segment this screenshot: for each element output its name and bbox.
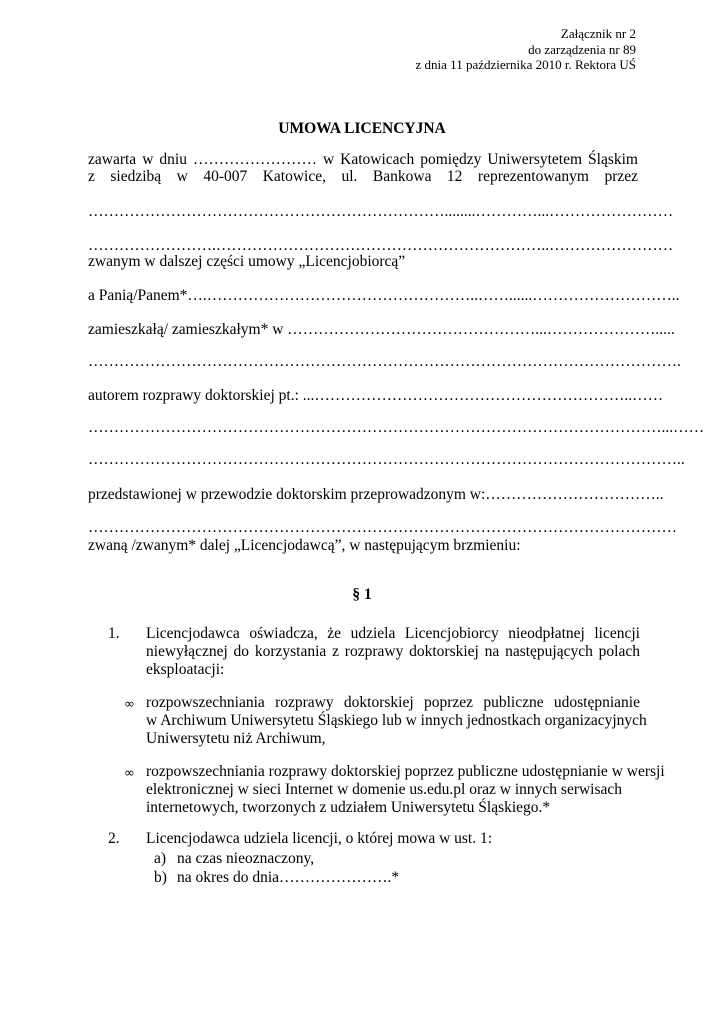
item-2-a-text: na czas nieoznaczony, [177, 850, 315, 867]
item-2-b-text: na okres do dnia………………….* [177, 869, 400, 886]
item-1-line-3: eksploatacji: [146, 661, 225, 678]
bullet-2-line-3: internetowych, tworzonych z udziałem Uniwersytetu Śląskiego.* [146, 799, 551, 816]
doctoral-proceedings-field-2: …………………………………………………………………………………………………… [88, 519, 677, 536]
bullet-2-line-1: rozpowszechniania rozprawy doktorskiej poprzez publiczne udostępnianie w wersji [146, 763, 665, 780]
residence-field: zamieszkałą/ zamieszkałym* w …………………………………………...…………………..... [88, 321, 675, 338]
intro-line-1: zawarta w dniu …………………… w Katowicach pomiędzy Uniwersytetem Śląskim [88, 151, 638, 168]
item-2-text: Licencjodawca udziela licencji, o której mowa w ust. 1: [146, 830, 493, 847]
item-1-line-2: niewyłącznej do korzystania z rozprawy doktorskiej na następujących polach [146, 643, 640, 660]
doctoral-proceedings-field: przedstawionej w przewodzie doktorskim przeprowadzonym w:…………………………….. [88, 486, 664, 503]
item-1-line-1: Licencjodawca oświadcza, że udziela Licencjobiorcy nieodpłatnej licencji [146, 625, 640, 642]
licensee-definition: zwanym w dalszej części umowy „Licencjobiorcą” [88, 253, 406, 270]
annex-line-1: Załącznik nr 2 [560, 26, 636, 41]
item-1-text [146, 625, 640, 679]
intro-line-2: z siedzibą w 40-007 Katowice, ul. Bankowa 12 reprezentowanym przez [88, 168, 638, 185]
bullet-2-symbol: ∞ [124, 766, 135, 781]
annex-line-2: do zarządzenia nr 89 [528, 42, 636, 57]
bullet-1-symbol: ∞ [124, 697, 135, 712]
author-name-field: a Panią/Panem*….……………………………………………..……......……………………….. [88, 287, 680, 304]
section-heading: § 1 [352, 586, 372, 603]
item-2-a-label: a) [154, 850, 167, 867]
bullet-1-text [146, 694, 647, 748]
annex-line-3: z dnia 11 października 2010 r. Rektora UŚ [415, 57, 636, 72]
licensor-definition: zwaną /zwanym* dalej „Licencjodawcą”, w następującym brzmieniu: [88, 537, 521, 554]
residence-field-2: ……………………………………………………………………………………………………. [88, 353, 681, 370]
representative-field-2: …………………….………………………………………………………..…………………… [88, 237, 674, 254]
item-1-number: 1. [108, 625, 120, 642]
bullet-1-line-1: rozpowszechniania rozprawy doktorskiej poprzez publiczne udostępnianie [146, 694, 640, 711]
document-title: UMOWA LICENCYJNA [278, 120, 446, 137]
dissertation-title-field: autorem rozprawy doktorskiej pt.: ...……………………………………………………..…… [88, 387, 664, 404]
bullet-1-line-3: Uniwersytetu niż Archiwum, [146, 730, 326, 747]
dissertation-title-field-3: …………………………………………………………………………………………………….. [88, 451, 685, 468]
item-2-number: 2. [108, 830, 120, 847]
item-2-b-label: b) [154, 869, 167, 886]
representative-field-1: ……………………………………………………………........…………...…………………… [88, 203, 674, 220]
bullet-1-line-2: w Archiwum Uniwersytetu Śląskiego lub w innych jednostkach organizacyjnych [146, 712, 647, 729]
bullet-2-text [146, 763, 665, 817]
dissertation-title-field-2: …………………………………………………………………………………………………...…… [88, 419, 705, 436]
bullet-2-line-2: elektronicznej w sieci Internet w domenie us.edu.pl oraz w innych serwisach [146, 781, 623, 798]
